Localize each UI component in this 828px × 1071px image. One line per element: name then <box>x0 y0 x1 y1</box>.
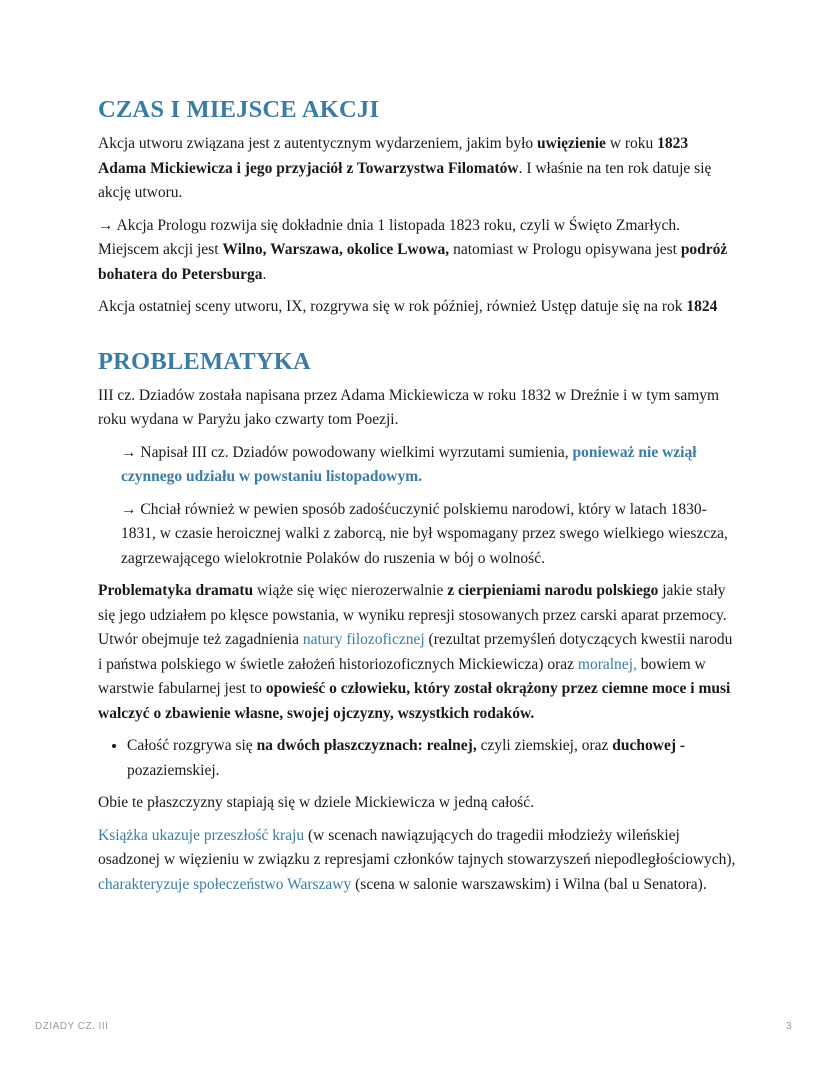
bold-filomaci: 1823 Adama Mickiewicza i jego przyjaciół z Towarzystwa Filomatów <box>98 135 689 177</box>
list-item: • Całość rozgrywa się na dwóch płaszczyznach: realnej, czyli ziemskiej, oraz duchowej - pozaziemskiej. <box>127 734 738 783</box>
paragraph-plaszczyzny: Obie te płaszczyzny stapiają się w dziele Mickiewicza w jedną całość. <box>98 794 534 811</box>
paragraph-napisanie: III cz. Dziadów została napisana przez Adama Mickiewicza w roku 1832 w Dreźnie i w tym samym roku wydana w Paryżu jako czwarty tom Poezji. <box>98 386 720 428</box>
section-heading-czas-i-miejsce: CZAS I MIEJSCE AKCJI <box>98 96 380 123</box>
paragraph-prolog: → Akcja Prologu rozwija się dokładnie dnia 1 listopada 1823 roku, czyli w Święto Zmarłych. Miejscem akcji jest Wilno, Warszawa, okolice Lwowa, natomiast w Prologu opisywana jest podróż bohatera do Petersburga. <box>98 216 728 283</box>
bold-uwiezienie: uwięzienie <box>537 135 606 152</box>
paragraph-uwiezienie: Akcja utworu związana jest z autentycznym wydarzeniem, jakim było uwięzienie w roku 1823 Adama Mickiewicza i jego przyjaciół z Towarzystwa Filomatów. I właśnie na ten rok datuje się akcję utworu. <box>98 135 712 201</box>
link-spoleczenstwo-warszawy[interactable]: charakteryzuje społeczeństwo Warszawy <box>98 875 352 893</box>
link-nie-wzial-udzialu[interactable]: ponieważ nie wziął czynnego udziału w powstaniu listopadowym. <box>121 443 697 485</box>
link-moralnej[interactable]: moralnej, <box>577 655 637 673</box>
paragraph-zadoscuczynienie: → Chciał również w pewien sposób zadośćuczynić polskiemu narodowi, który w latach 1830-1831, w czasie heroicznej walki z zaborcą, nie był wspomagany przez swego wielkiego wieszcza, zagrzewającego wielokrotnie Polaków do ruszenia w bój o wolność. <box>121 500 728 567</box>
paragraph-ostatnia-scena: Akcja ostatniej sceny utworu, IX, rozgrywa się w rok później, również Ustęp datuje się na rok 1824 <box>98 298 718 315</box>
paragraph-wyrzuty-sumienia: → Napisał III cz. Dziadów powodowany wielkimi wyrzutami sumienia, ponieważ nie wziął czynnego udziału w powstaniu listopadowym. <box>121 443 697 485</box>
bold-rok-1824: 1824 <box>686 298 718 315</box>
link-przeszlosc-kraju[interactable]: Książka ukazuje przeszłość kraju <box>98 826 305 844</box>
section-heading-problematyka: PROBLEMATYKA <box>98 347 311 375</box>
document-page <box>98 96 738 905</box>
link-natury-filozoficznej[interactable]: natury filozoficznej <box>302 631 425 648</box>
paragraph-przeszlosc-kraju: Książka ukazuje przeszłość kraju (w scenach nawiązujących do tragedii młodzieży wileńskiej osadzonej w więzieniu w związku z represjami członków tajnych stowarzyszeń niepodległościowych), charakteryzuje społeczeństwo Warszawy (scena w salonie warszawskim) i Wilna (bal u Senatora). <box>98 826 736 893</box>
bullet-list <box>98 734 738 783</box>
paragraph-problematyka-dramatu: Problematyka dramatu wiąże się więc nierozerwalnie z cierpieniami narodu polskiego jakie stały się jego udziałem po klęsce powstania, w wyniku represji stosowanych przez carski aparat przemocy. Utwór obejmuje też zagadnienia natury filozoficznej (rezultat przemyśleń dotyczących kwestii narodu i państwa polskiego w świetle założeń historiozoficznych Mickiewicza) oraz moralnej, bowiem w warstwie fabularnej jest to opowieść o człowieku, który został okrążony przez ciemne moce i musi walczyć o zbawienie własne, swojej ojczyzny, wszystkich rodaków. <box>98 582 733 722</box>
bold-miejsca: Wilno, Warszawa, okolice Lwowa, <box>222 241 450 258</box>
footer-document-title: DZIADY CZ. III <box>35 1021 109 1032</box>
bold-podroz: podróż bohatera do Petersburga <box>98 241 728 283</box>
footer-page-number: 3 <box>786 1021 792 1032</box>
